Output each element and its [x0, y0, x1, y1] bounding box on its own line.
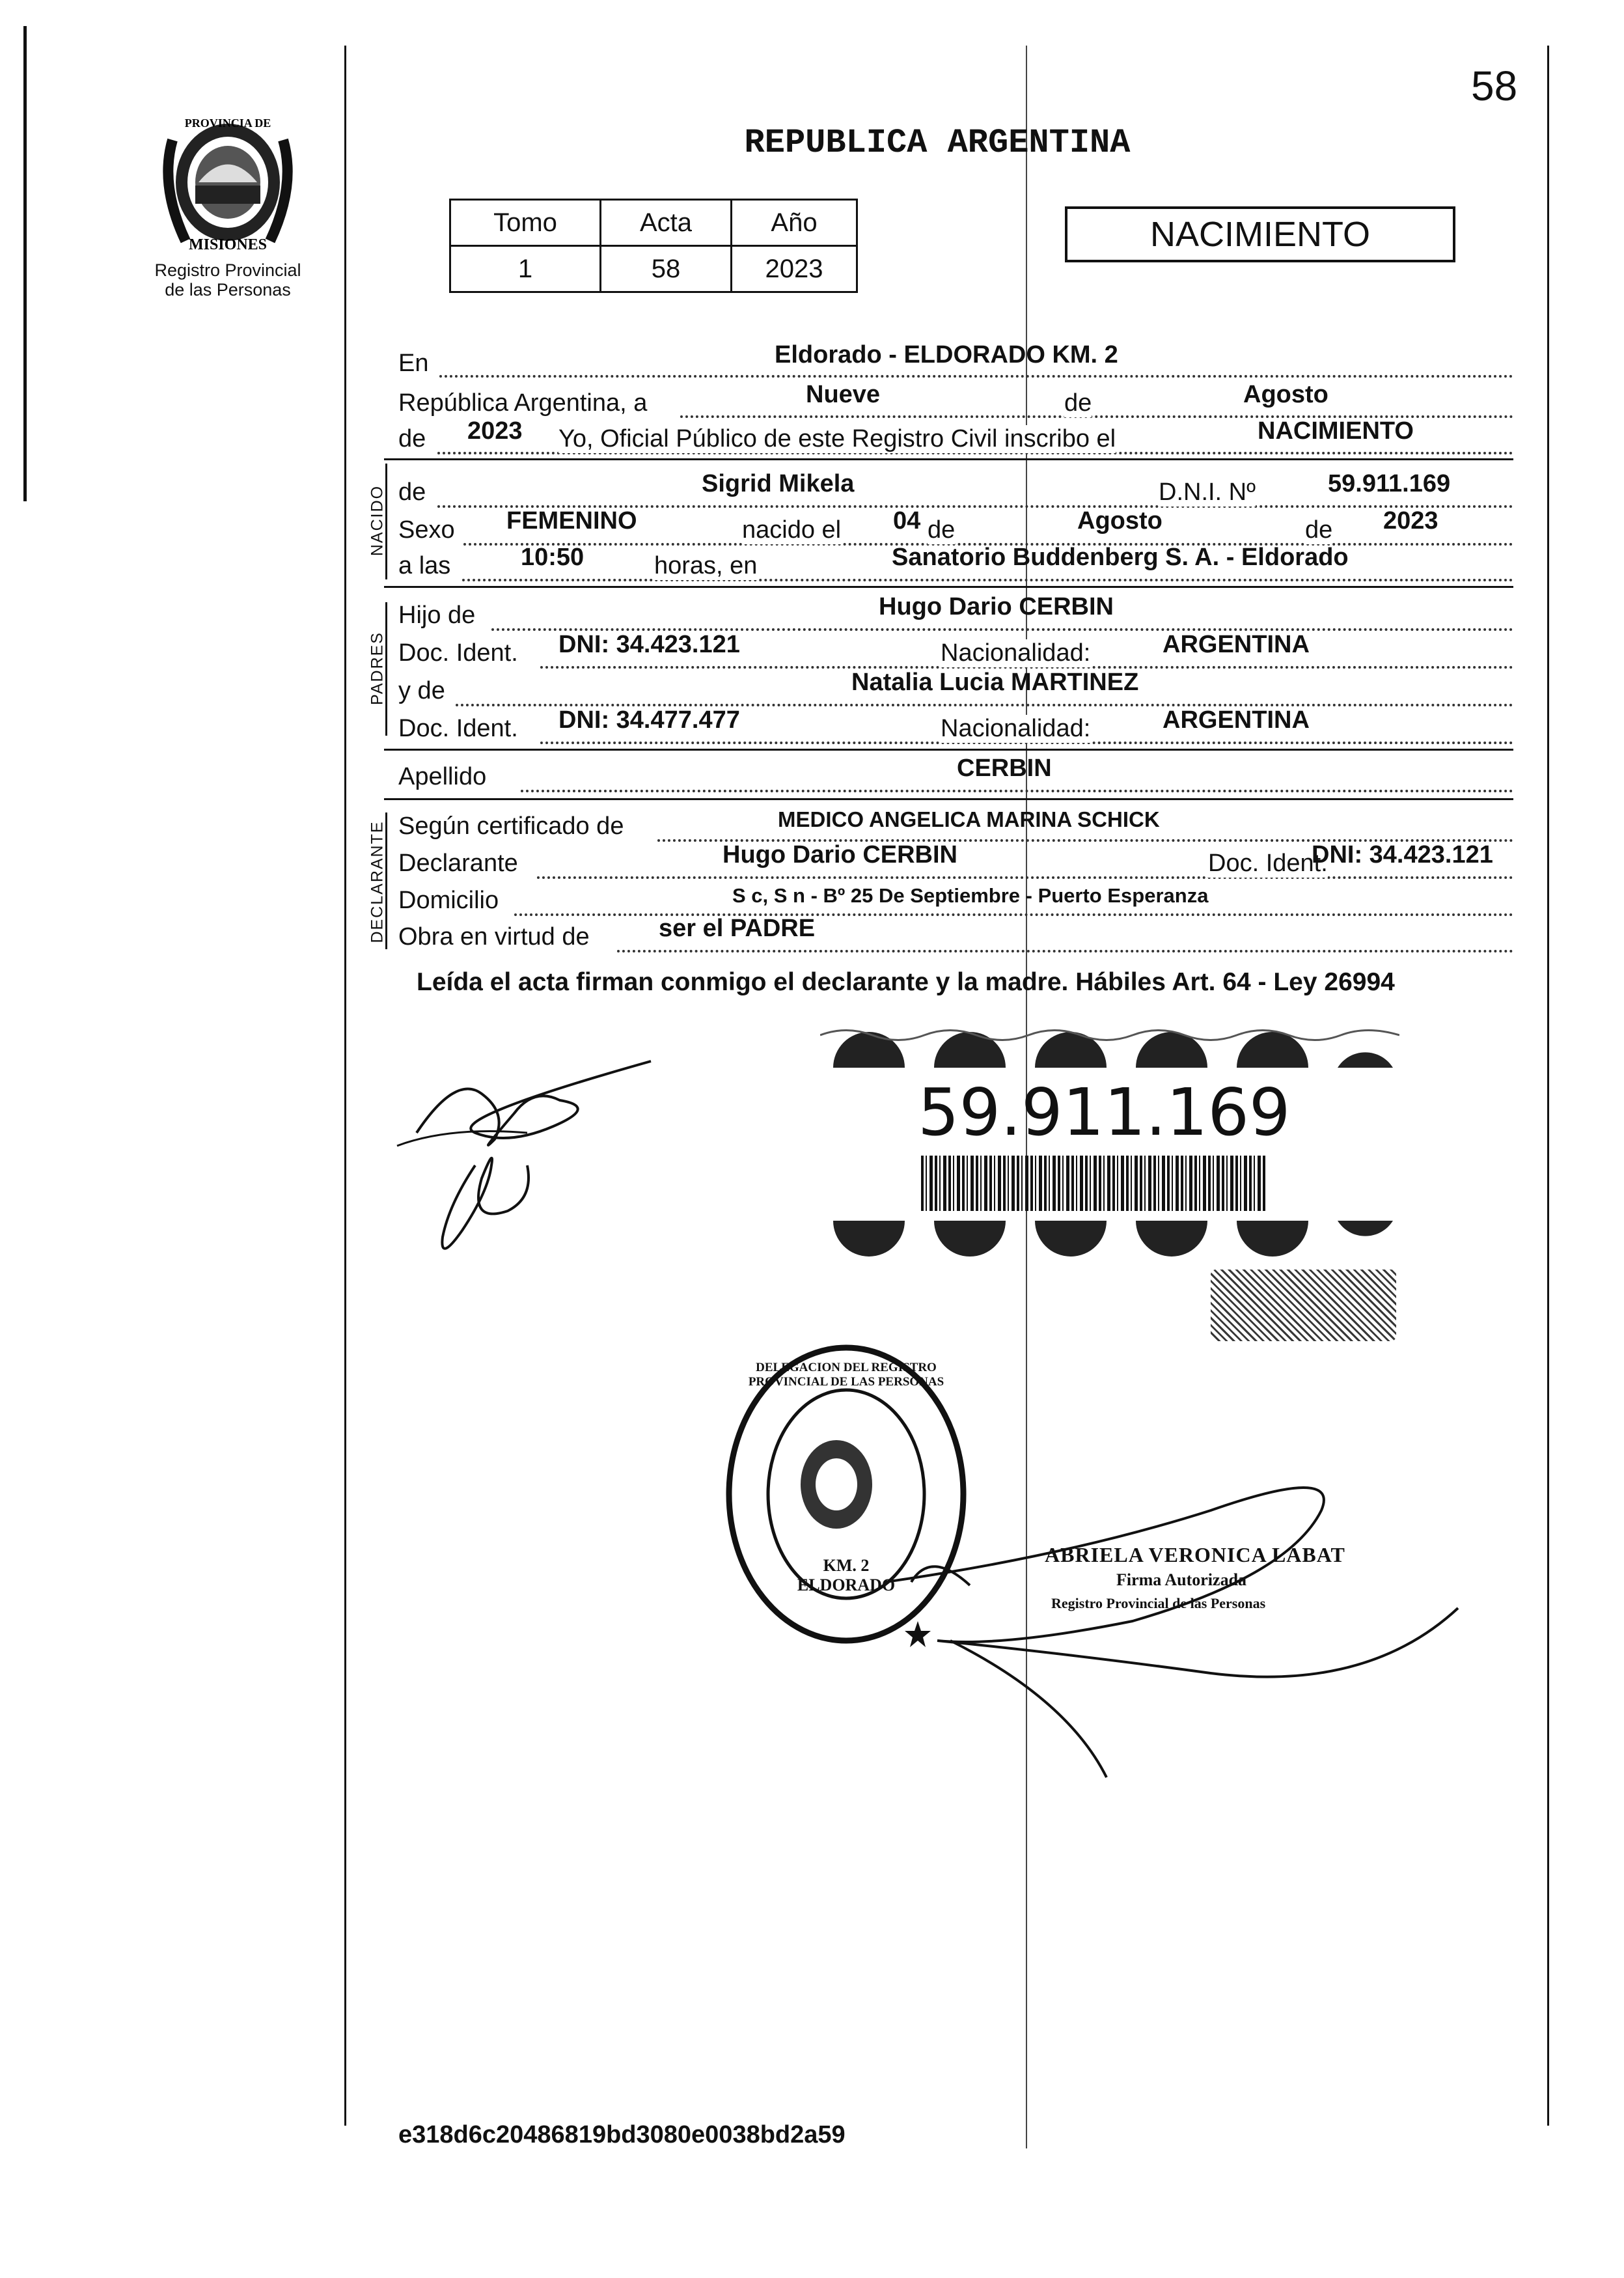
act-day-words: Nueve: [806, 381, 881, 408]
born-dni: 59.911.169: [1328, 470, 1451, 497]
label-y-de: y de: [398, 677, 445, 704]
label-nac-mother: Nacionalidad:: [941, 715, 1091, 742]
label-de-month: de: [1064, 389, 1092, 417]
left-margin-bar: [23, 26, 27, 501]
label-horas-en: horas, en: [654, 552, 758, 579]
label-de-name: de: [398, 479, 426, 506]
official-signature: [872, 1452, 1471, 1790]
footer-hash: e318d6c20486819bd3080e0038bd2a59: [398, 2121, 846, 2148]
act-place: Eldorado - ELDORADO KM. 2: [775, 341, 1118, 368]
divider-3: [384, 749, 1513, 751]
label-de-bmonth: de: [928, 516, 956, 544]
left-border-line: [344, 46, 346, 2126]
registry-name-line2: de las Personas: [165, 280, 291, 299]
mother-name: Natalia Lucia MARTINEZ: [851, 669, 1139, 696]
table-header-tomo: Tomo: [450, 200, 601, 246]
document-title: REPUBLICA ARGENTINA: [744, 124, 1131, 162]
born-sex: FEMENINO: [506, 507, 637, 535]
label-a-las: a las: [398, 552, 451, 579]
section-label-declarante: DECLARANTE: [368, 820, 387, 943]
right-border-line: [1547, 46, 1549, 2126]
label-doc-declarant: Doc. Ident.: [1208, 850, 1328, 877]
divider-1: [384, 458, 1513, 460]
label-hijo-de: Hijo de: [398, 602, 476, 629]
sticker-bottom-pattern: [820, 1214, 1399, 1266]
dots-en: [439, 375, 1513, 378]
signatures-left: [378, 1035, 677, 1270]
label-sexo: Sexo: [398, 516, 455, 544]
table-header-ano: Año: [732, 200, 857, 246]
born-year: 2023: [1383, 507, 1438, 535]
label-declarante: Declarante: [398, 850, 518, 877]
dni-barcode: [921, 1156, 1266, 1211]
stamp-inner-text: KM. 2 ELDORADO: [797, 1556, 896, 1594]
born-place: Sanatorio Buddenberg S. A. - Eldorado: [892, 544, 1349, 571]
section-label-padres: PADRES: [368, 632, 387, 705]
section-label-nacido: NACIDO: [368, 484, 387, 557]
act-month: Agosto: [1243, 381, 1328, 408]
label-de-year: de: [398, 425, 426, 452]
mother-nationality: ARGENTINA: [1163, 706, 1310, 734]
label-en: En: [398, 350, 429, 377]
table-value-ano: 2023: [732, 246, 857, 292]
sticker-top-pattern: [820, 1022, 1399, 1074]
born-name: Sigrid Mikela: [702, 470, 855, 497]
label-doc-mother: Doc. Ident.: [398, 715, 518, 742]
official-title: Firma Autorizada: [1116, 1570, 1247, 1589]
act-type-box: NACIMIENTO: [1065, 206, 1455, 262]
label-domicilio: Domicilio: [398, 887, 499, 914]
surname: CERBIN: [957, 755, 1052, 782]
label-nacido-el: nacido el: [742, 516, 842, 544]
svg-text:MISIONES: MISIONES: [188, 236, 268, 253]
table-header-acta: Acta: [601, 200, 732, 246]
province-emblem: [153, 101, 303, 257]
label-yo-oficial: Yo, Oficial Público de este Registro Civil inscribo el: [558, 425, 1116, 452]
record-table: [449, 199, 858, 293]
dots-declarante: [537, 876, 1513, 879]
label-segun-certificado: Según certificado de: [398, 813, 624, 840]
label-nac-father: Nacionalidad:: [941, 639, 1091, 667]
born-day: 04: [893, 507, 921, 535]
registry-name-line1: Registro Provincial: [154, 260, 301, 280]
official-office: Registro Provincial de las Personas: [1051, 1595, 1266, 1611]
dni-sticker-number: 59.911.169: [918, 1074, 1291, 1150]
registry-name: [127, 260, 329, 299]
act-year: 2023: [467, 417, 523, 445]
stamp-ring-text: DELEGACION DEL REGISTRO PROVINCIAL DE LAS PERSONAS: [748, 1361, 944, 1389]
divider-2: [384, 586, 1513, 588]
label-dni: D.N.I. Nº: [1159, 479, 1256, 506]
father-nationality: ARGENTINA: [1163, 631, 1310, 658]
label-doc-father: Doc. Ident.: [398, 639, 518, 667]
declarant-name: Hugo Dario CERBIN: [723, 841, 957, 868]
table-value-tomo: 1: [450, 246, 601, 292]
declarant-capacity: ser el PADRE: [659, 915, 816, 942]
closing-note: Leída el acta firman conmigo el declarante y la madre. Hábiles Art. 64 - Ley 26994: [417, 968, 1395, 996]
father-doc: DNI: 34.423.121: [558, 631, 740, 658]
dots-capacity: [617, 950, 1513, 952]
dni-sticker: [820, 1022, 1399, 1270]
label-republica: República Argentina, a: [398, 389, 648, 417]
mother-doc: DNI: 34.477.477: [558, 706, 740, 734]
declarant-doc: DNI: 34.423.121: [1312, 841, 1493, 868]
act-kind: NACIMIENTO: [1258, 417, 1414, 445]
label-apellido: Apellido: [398, 763, 487, 790]
table-value-acta: 58: [601, 246, 732, 292]
dots-apellido: [521, 790, 1513, 792]
born-time: 10:50: [521, 544, 585, 571]
declarant-address: S c, S n - Bº 25 De Septiembre - Puerto Esperanza: [732, 884, 1209, 907]
father-name: Hugo Dario CERBIN: [879, 593, 1114, 620]
svg-text:PROVINCIA DE: PROVINCIA DE: [184, 117, 271, 130]
divider-4: [384, 798, 1513, 800]
born-month: Agosto: [1077, 507, 1163, 535]
security-hologram: [1211, 1270, 1396, 1341]
official-name: ABRIELA VERONICA LABAT: [1045, 1543, 1345, 1566]
dots-time: [462, 579, 1513, 581]
declarant-certificate: MEDICO ANGELICA MARINA SCHICK: [778, 807, 1160, 831]
page-number: 58: [1471, 63, 1518, 109]
label-de-byear: de: [1305, 516, 1333, 544]
label-obra-en-virtud: Obra en virtud de: [398, 923, 590, 951]
